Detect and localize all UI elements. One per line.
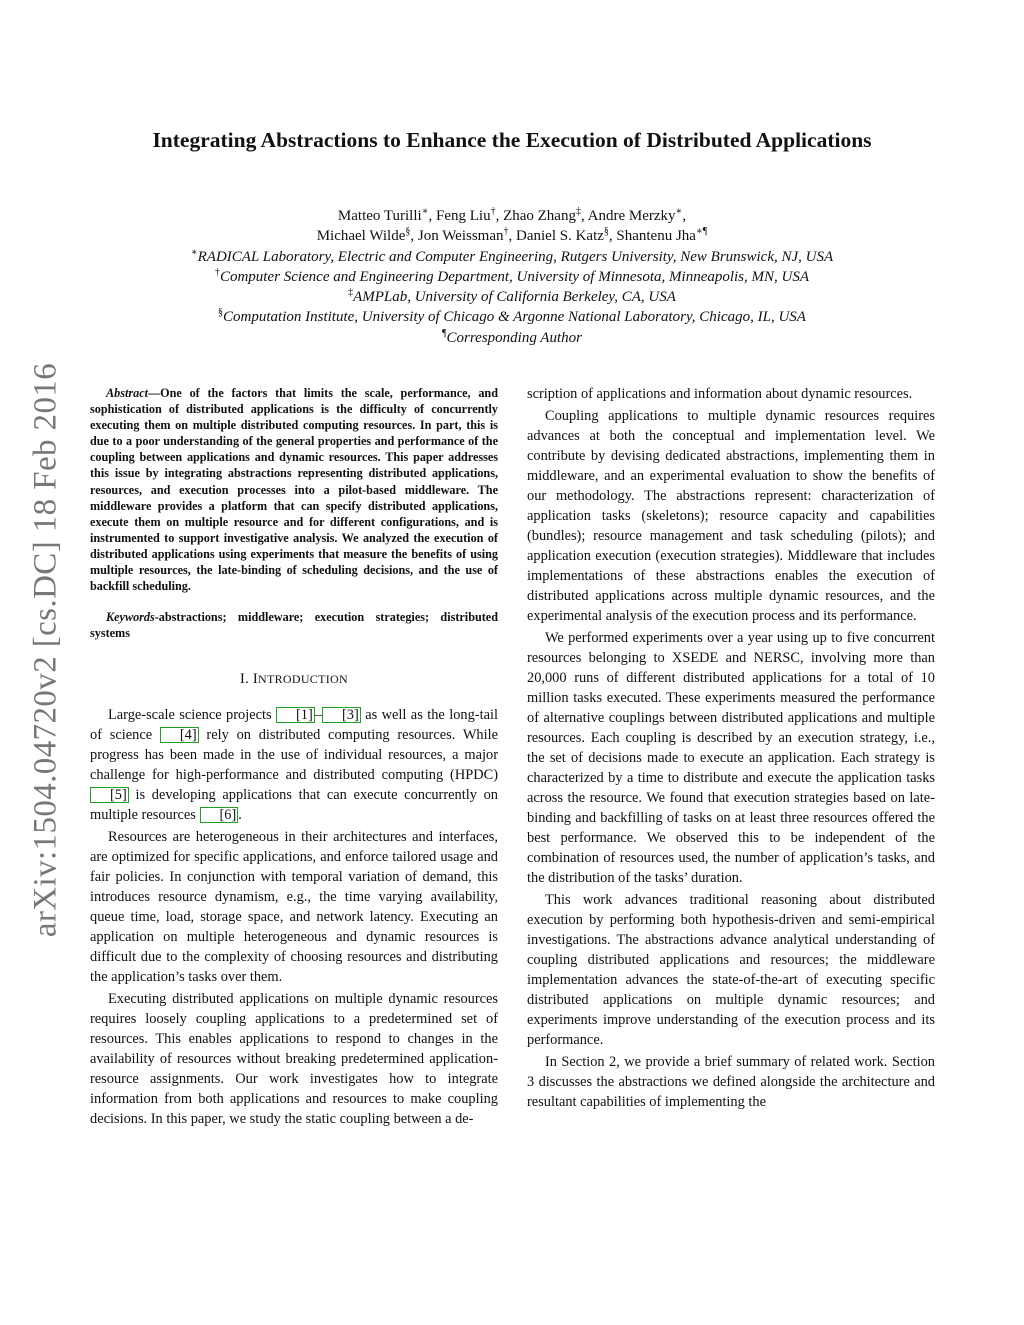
left-column bbox=[90, 385, 498, 1131]
affiliation-mark: ¶ bbox=[442, 327, 447, 339]
author-name: Jon Weissman bbox=[417, 228, 504, 245]
intro-paragraph-6: This work advances traditional reasoning about distributed execution by performing both hypothesis-driven and semi-empirical investigations. The abstractions advance analytical understanding of coupling distributed applications and resources; the middleware implementation advances the state-of-the-art of executing specific distributed applications on multiple dynamic resources; and experiments improve understanding of the execution process and its performance. bbox=[527, 892, 935, 1048]
author-name: Shantenu Jha bbox=[616, 228, 696, 245]
author-name: Zhao Zhang bbox=[503, 208, 576, 224]
author-name: Matteo Turilli bbox=[337, 208, 422, 224]
text-run: Large-scale science projects bbox=[108, 707, 277, 724]
section-rest: NTRODUCTION bbox=[258, 672, 348, 687]
citation-link[interactable]: [5] bbox=[90, 787, 129, 803]
text-run: as well as the long-tail of science bbox=[90, 707, 498, 744]
author-block bbox=[0, 206, 1024, 348]
author-mark: † bbox=[503, 226, 509, 238]
section-heading-introduction bbox=[90, 669, 498, 689]
intro-paragraph-2: Resources are heterogeneous in their architectures and interfaces, are optimized for specific applications, and enforce tailored usage and fair policies. In conjunction with temporal variation of demand, this introduces resource dynamism, e.g., the time varying availability, queue time, load, storage space, and network latency. Executing an application on multiple heterogeneous and dynamic resources is difficult due to the complexity of choosing resources and distributing the application’s tasks over them. bbox=[90, 829, 498, 986]
affiliation bbox=[0, 287, 1024, 307]
author-mark: § bbox=[405, 226, 411, 238]
keywords bbox=[90, 609, 498, 641]
affiliation-mark: † bbox=[214, 266, 220, 278]
author-mark: ∗ bbox=[675, 206, 683, 217]
affiliation-text: Computation Institute, University of Chicago & Argonne National Laboratory, Chicago, IL, USA bbox=[223, 309, 806, 326]
abstract-lead: Abstract bbox=[106, 386, 148, 400]
affiliation-text: AMPLab, University of California Berkeley, CA, USA bbox=[353, 289, 676, 306]
affiliation-mark: ∗ bbox=[190, 246, 198, 258]
author-line-2: Michael Wilde§, Jon Weissman†, Daniel S. Katz§, Shantenu Jha∗¶ bbox=[316, 226, 708, 245]
intro-paragraph-1 bbox=[90, 705, 498, 825]
affiliation-text: RADICAL Laboratory, Electric and Computer Engineering, Rutgers University, New Brunswick, NJ, USA bbox=[197, 248, 834, 265]
author-name: Michael Wilde bbox=[316, 228, 406, 245]
affiliation bbox=[0, 267, 1024, 287]
keywords-text: -abstractions; middleware; execution strategies; distributed systems bbox=[90, 610, 498, 641]
section-initial: I bbox=[252, 671, 258, 688]
citation-link[interactable]: [3] bbox=[322, 707, 361, 723]
author-name: Feng Liu bbox=[435, 208, 491, 224]
section-number: I. bbox=[240, 671, 253, 688]
author-name: Andre Merzky bbox=[587, 208, 676, 224]
author-mark: ∗¶ bbox=[695, 226, 708, 238]
paper-title: Integrating Abstractions to Enhance the Execution of Distributed Applications bbox=[152, 128, 872, 152]
intro-paragraph-5: We performed experiments over a year using up to five concurrent resources belonging to XSEDE and NERSC, involving more than 20,000 runs of different distributed applications for a total of 10 million tasks executed. These experiments measured the performance of alternative couplings between distributed applications and multiple resources. Each coupling is described by an execution strategy, i.e., the set of decisions made to execute an application. Each strategy is characterized by a time to distribute and execute the application tasks across the resource. We found that execution strategies based on late-binding and backfilling of tasks on at least three resources offered the best performance. We observed this to be independent of the combination of resources used, the number of application’s tasks, and the distribution of the tasks’ duration. bbox=[527, 630, 935, 886]
citation-link[interactable]: [4] bbox=[160, 727, 199, 743]
author-line-1: Matteo Turilli∗, Feng Liu†, Zhao Zhang‡, Andre Merzky∗, bbox=[337, 206, 687, 224]
affiliation-text: Computer Science and Engineering Department, University of Minnesota, Minneapolis, MN, USA bbox=[219, 268, 810, 285]
abstract-text: —One of the factors that limits the scale, performance, and sophistication of distributed applications is the difficulty of concurrently executing them on multiple distributed computing resources. In part, this is due to a poor understanding of the general properties and performance of the coupling between applications and dynamic resources. This paper addresses this issue by integrating abstractions representing distributed applications, resources, and execution processes into a pilot-based middleware. The middleware provides a platform that can specify distributed applications, execute them on multiple resource and for different configurations, and is instrumented to support investigative analysis. We analyzed the execution of distributed applications using experiments that measure the benefits of using multiple resources, the late-binding of scheduling decisions, and the use of backfill scheduling. bbox=[90, 386, 498, 594]
text-run: – bbox=[314, 707, 322, 724]
arxiv-identifier: arXiv:1504.04720v2 [cs.DC] 18 Feb 2016 bbox=[27, 362, 64, 938]
affiliation-text: Corresponding Author bbox=[446, 329, 582, 346]
affiliation bbox=[0, 307, 1024, 327]
affiliation bbox=[0, 247, 1024, 267]
text-run: is developing applications that can execute concurrently on multiple resources bbox=[90, 787, 498, 824]
keywords-lead: Keywords bbox=[106, 610, 155, 625]
intro-paragraph-7: In Section 2, we provide a brief summary of related work. Section 3 discusses the abstractions we defined alongside the architecture and resultant capabilities of implementing the bbox=[527, 1054, 935, 1110]
abstract bbox=[90, 385, 498, 594]
text-run: . bbox=[238, 807, 242, 824]
author-mark: ‡ bbox=[575, 206, 581, 217]
intro-paragraph-3: Executing distributed applications on multiple dynamic resources requires loosely coupling applications to a predetermined set of resources. This enables applications to respond to changes in the availability of resources without breaking predetermined application-resource assignments. Our work investigates how to integrate information from both applications and resources to make coupling decisions. In this paper, we study the static coupling between a de- bbox=[90, 991, 498, 1128]
author-mark: § bbox=[603, 226, 609, 238]
intro-paragraph-4: Coupling applications to multiple dynamic resources requires advances at both the conceptual and implementation level. We contribute by devising dedicated abstractions, implementing them in middleware, and an experimental evaluation to show the benefits of our methodology. The abstractions represent: characterization of application tasks (skeletons); resource capacity and capabilities (bundles); resource management and task scheduling (pilots); and application execution (execution strategies). Middleware that includes implementations of these abstractions enables the execution of distributed applications across multiple dynamic resources, and the experimental analysis of the execution process and its performance. bbox=[527, 408, 935, 624]
text-run: rely on distributed computing resources. While progress has been made in the use of individual resources, a major challenge for high-performance and distributed computing (HPDC) bbox=[90, 727, 498, 784]
right-column bbox=[527, 384, 935, 1114]
author-mark: † bbox=[490, 206, 496, 217]
citation-link[interactable]: [1] bbox=[276, 707, 315, 723]
affiliation-mark: ‡ bbox=[348, 287, 354, 299]
affiliation bbox=[0, 328, 1024, 348]
author-mark: ∗ bbox=[421, 206, 429, 217]
citation-link[interactable]: [6] bbox=[200, 807, 239, 823]
author-name: Daniel S. Katz bbox=[516, 228, 604, 245]
affiliation-mark: § bbox=[218, 307, 224, 319]
intro-paragraph-continued: scription of applications and information about dynamic resources. bbox=[527, 386, 913, 402]
